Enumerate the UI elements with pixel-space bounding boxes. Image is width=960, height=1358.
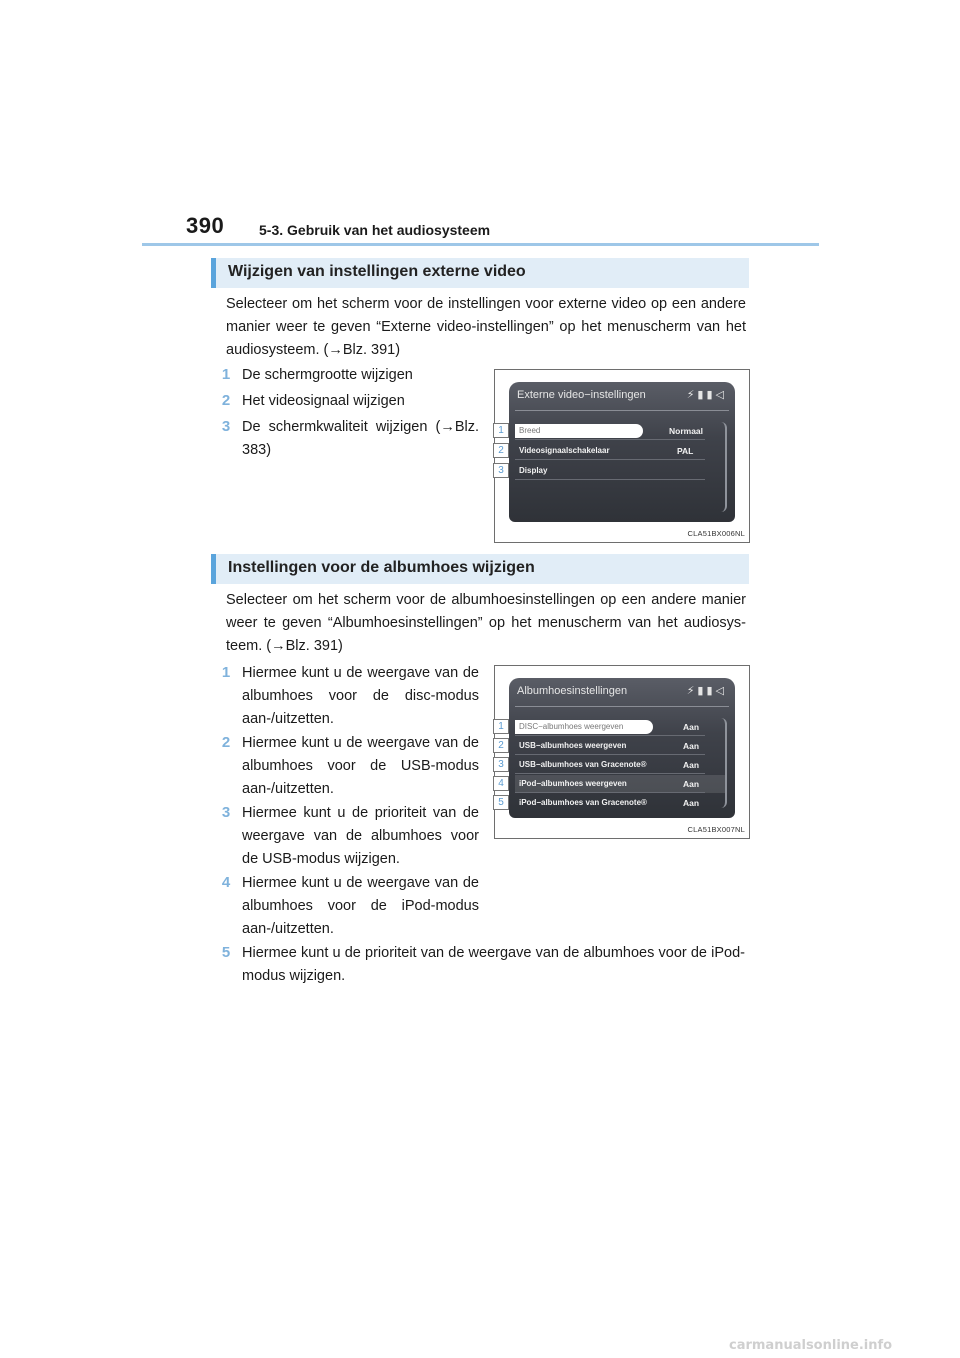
- list-item: Hiermee kunt u de weergave van de albumhoes voor de disc-modus aan-/uitzetten.: [242, 665, 479, 727]
- section-intro: Selecteer om het scherm voor de instellingen voor externe video op een andere manier weer te geven “Externe video-instellingen” op het menuscherm van het audiosysteem. (→Blz. 391): [226, 296, 746, 358]
- callout-marker: 2: [493, 738, 509, 753]
- row-label: USB−albumhoes van Gracenote®: [519, 760, 647, 769]
- section-heading-text: Instellingen voor de albumhoes wijzigen: [228, 559, 535, 576]
- row-label: DISC−albumhoes weergeven: [519, 722, 624, 731]
- item-number: 3: [221, 804, 231, 821]
- screen-title-divider: [515, 706, 729, 707]
- page-number: 390: [186, 213, 225, 238]
- row-value: Aan: [683, 798, 700, 808]
- screen-title: Albumhoesinstellingen: [517, 685, 628, 697]
- image-code: CLA51BX006NL: [687, 529, 745, 538]
- row-label: Videosignaalschakelaar: [519, 446, 610, 455]
- section-heading-external-video: [211, 258, 749, 288]
- callout-marker: 5: [493, 795, 509, 810]
- row-divider: [515, 459, 705, 460]
- row-label: Display: [519, 466, 548, 475]
- section-heading-album-cover: [211, 554, 749, 584]
- screen-row: [515, 777, 705, 791]
- status-icons: ⚡▮▮◁: [686, 685, 727, 697]
- page-header: [0, 0, 960, 250]
- screen-row: [515, 464, 705, 478]
- row-divider: [515, 754, 705, 755]
- row-divider: [515, 735, 705, 736]
- list-item: De schermgrootte wijzigen: [242, 367, 413, 383]
- row-label: iPod−albumhoes van Gracenote®: [519, 798, 647, 807]
- scrollbar-arc: [721, 422, 727, 512]
- screen-row: [515, 758, 705, 772]
- item-number: 2: [221, 734, 231, 751]
- list-item: Het videosignaal wijzigen: [242, 393, 405, 409]
- image-code: CLA51BX007NL: [687, 825, 745, 834]
- item-number: 1: [221, 664, 231, 681]
- screen-image-external-video: [494, 369, 750, 543]
- display-panel: [509, 678, 735, 818]
- section-intro: Selecteer om het scherm voor de albumhoesinstellingen op een andere manier weer te geven “Albumhoesinstellingen” op het menuscherm van het audiosys-teem. (→Blz. 391): [226, 592, 746, 654]
- callout-marker: 2: [493, 443, 509, 458]
- screen-title: Externe video−instellingen: [517, 389, 646, 401]
- display-panel: [509, 382, 735, 522]
- row-value: Aan: [683, 741, 700, 751]
- row-label: iPod−albumhoes weergeven: [519, 779, 627, 788]
- row-value: Normaal: [669, 426, 704, 436]
- row-divider: [515, 792, 705, 793]
- screen-row: [515, 444, 705, 458]
- watermark: carmanualsonline.info: [729, 1338, 893, 1353]
- section-heading-text: Wijzigen van instellingen externe video: [228, 263, 526, 280]
- list-item: Hiermee kunt u de prioriteit van de weergave van de albumhoes voor de USB-modus wijzigen.: [242, 805, 479, 867]
- item-number: 5: [221, 944, 231, 961]
- list-item: Hiermee kunt u de weergave van de albumhoes voor de iPod-modus aan-/uitzetten.: [242, 875, 479, 937]
- row-label: Breed: [519, 426, 541, 435]
- row-value: Aan: [683, 779, 700, 789]
- row-divider: [515, 773, 705, 774]
- callout-marker: 1: [493, 423, 509, 438]
- screen-row: [515, 424, 705, 438]
- row-value: Aan: [683, 760, 700, 770]
- item-number: 4: [221, 874, 231, 891]
- screen-image-album-cover: [494, 665, 750, 839]
- list-item: Hiermee kunt u de prioriteit van de weergave van de albumhoes voor de iPod-modus wijzigen.: [242, 945, 745, 984]
- header-divider: [142, 243, 819, 246]
- screen-row: [515, 796, 705, 810]
- item-number: 2: [221, 392, 231, 409]
- callout-marker: 1: [493, 719, 509, 734]
- callout-marker: 3: [493, 757, 509, 772]
- row-label: USB−albumhoes weergeven: [519, 741, 627, 750]
- item-number: 1: [221, 366, 231, 383]
- screen-title-divider: [515, 410, 729, 411]
- screen-row: [515, 739, 705, 753]
- screen-row: [515, 720, 705, 734]
- callout-marker: 3: [493, 463, 509, 478]
- callout-marker: 4: [493, 776, 509, 791]
- scrollbar-arc: [721, 718, 727, 808]
- list-item: Hiermee kunt u de weergave van de albumhoes voor de USB-modus aan-/uitzetten.: [242, 735, 479, 797]
- list-item: De schermkwaliteit wijzigen (→Blz. 383): [242, 419, 479, 458]
- row-value: Aan: [683, 722, 700, 732]
- chapter-title: 5-3. Gebruik van het audiosysteem: [259, 222, 491, 238]
- row-value: PAL: [677, 446, 694, 456]
- status-icons: ⚡▮▮◁: [686, 389, 727, 401]
- row-divider: [515, 479, 705, 480]
- row-divider: [515, 439, 705, 440]
- item-number: 3: [221, 418, 231, 435]
